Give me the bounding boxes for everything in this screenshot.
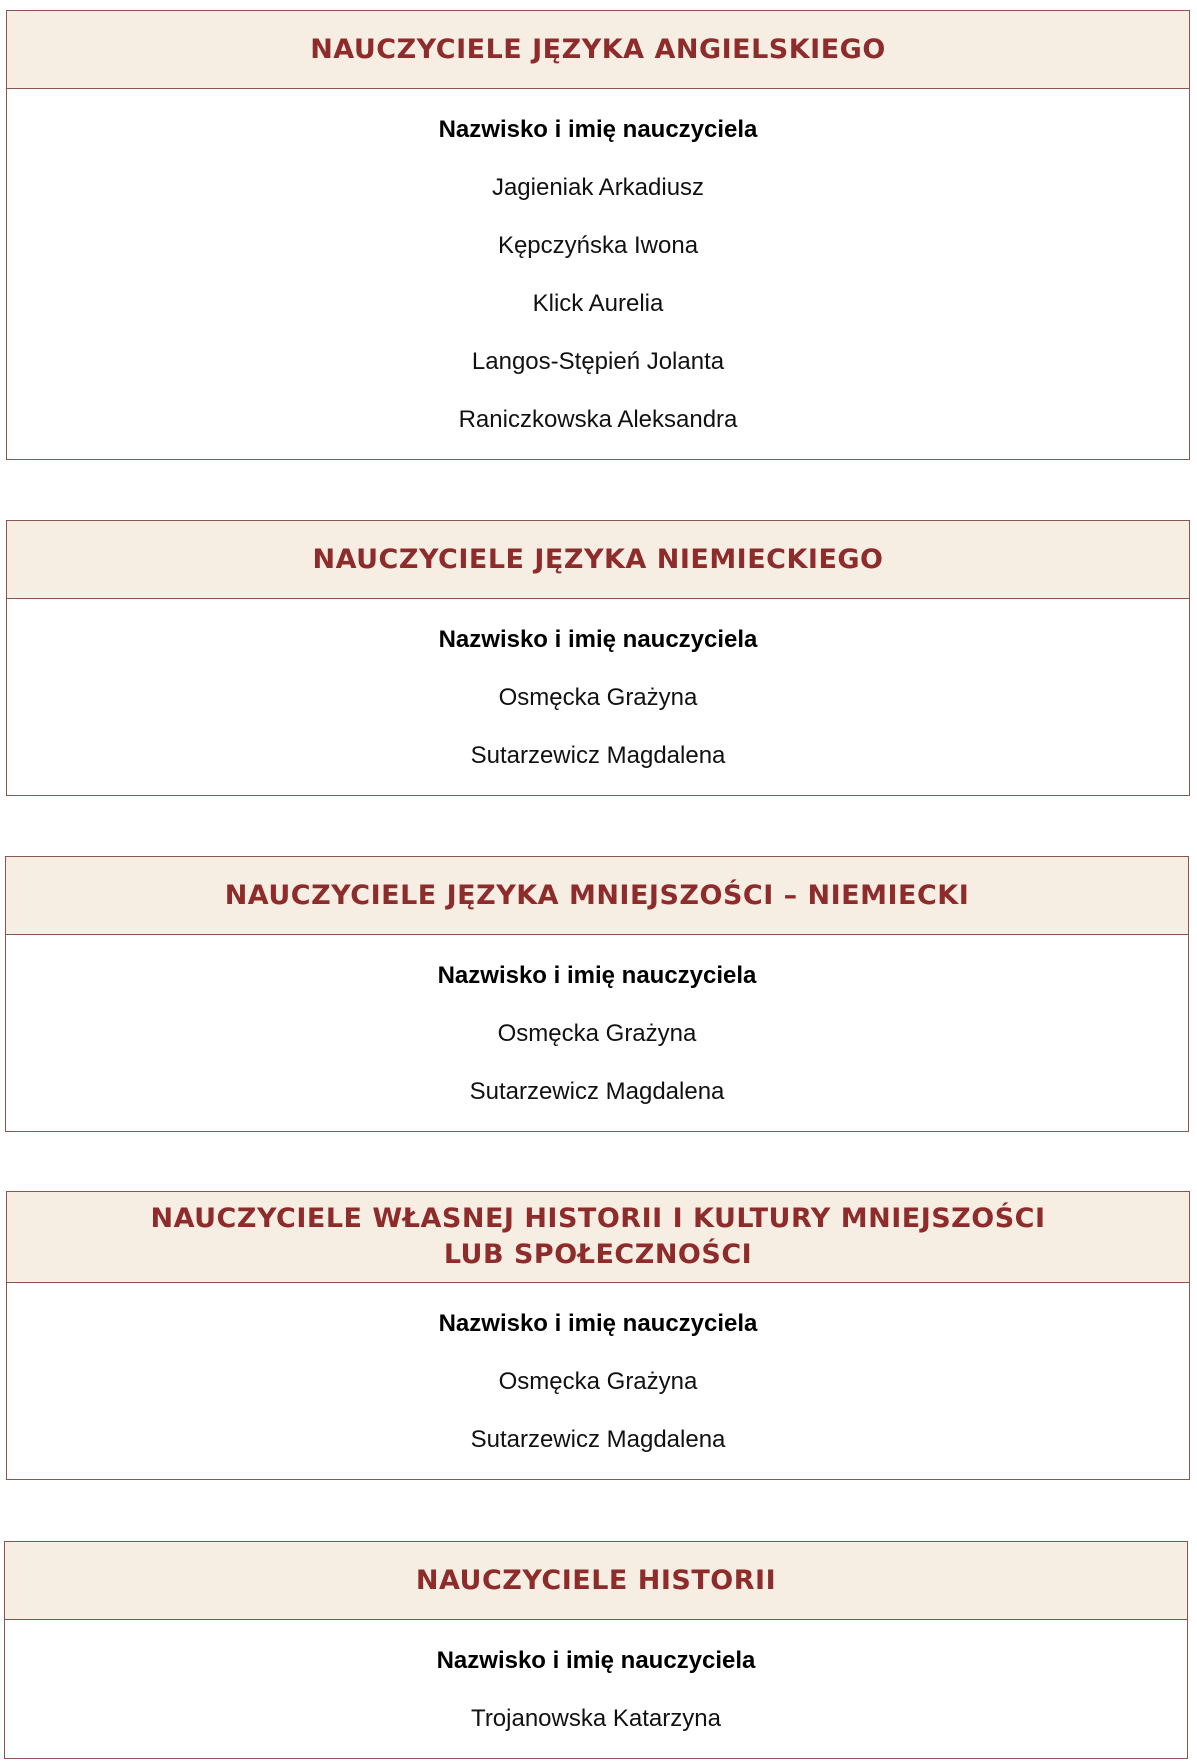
section-title-line-1: NAUCZYCIELE WŁASNEJ HISTORII I KULTURY MNIEJSZOŚCI — [150, 1203, 1046, 1234]
column-header: Nazwisko i imię nauczyciela — [438, 626, 758, 653]
section-history-teachers — [4, 1541, 1188, 1759]
teacher-row: Osmęcka Grażyna — [497, 1020, 697, 1047]
teacher-row: Jagieniak Arkadiusz — [491, 174, 705, 201]
teacher-row: Trojanowska Katarzyna — [471, 1705, 721, 1732]
teacher-table — [7, 89, 1189, 449]
teacher-table — [6, 935, 1188, 1121]
section-header — [7, 521, 1189, 599]
section-header — [5, 1542, 1187, 1620]
teacher-row: Kępczyńska Iwona — [497, 232, 699, 259]
section-german-teachers — [6, 520, 1190, 796]
section-minority-language-teachers — [5, 856, 1189, 1132]
teacher-row: Sutarzewicz Magdalena — [469, 1078, 725, 1105]
teacher-table — [7, 599, 1189, 785]
section-title: NAUCZYCIELE HISTORII — [415, 1564, 777, 1596]
section-english-teachers — [6, 10, 1190, 460]
teacher-row: Sutarzewicz Magdalena — [470, 1426, 726, 1453]
teacher-row: Osmęcka Grażyna — [498, 684, 698, 711]
section-header — [7, 11, 1189, 89]
teacher-row: Sutarzewicz Magdalena — [470, 742, 726, 769]
teacher-row: Langos-Stępień Jolanta — [471, 348, 725, 375]
section-title-line-2: LUB SPOŁECZNOŚCI — [443, 1239, 753, 1270]
section-minority-history-culture-teachers — [6, 1191, 1190, 1480]
teacher-table — [5, 1620, 1187, 1748]
column-header: Nazwisko i imię nauczyciela — [438, 116, 758, 143]
section-title: NAUCZYCIELE JĘZYKA ANGIELSKIEGO — [310, 33, 886, 65]
teacher-row: Klick Aurelia — [532, 290, 664, 317]
teacher-row: Osmęcka Grażyna — [498, 1368, 698, 1395]
column-header: Nazwisko i imię nauczyciela — [438, 1310, 758, 1337]
column-header: Nazwisko i imię nauczyciela — [437, 962, 757, 989]
section-header — [7, 1192, 1189, 1283]
section-title: NAUCZYCIELE JĘZYKA MNIEJSZOŚCI – NIEMIECKI — [224, 879, 970, 911]
column-header: Nazwisko i imię nauczyciela — [436, 1647, 756, 1674]
section-title: NAUCZYCIELE JĘZYKA NIEMIECKIEGO — [312, 543, 884, 575]
teacher-row: Raniczkowska Aleksandra — [458, 406, 738, 433]
teacher-table — [7, 1283, 1189, 1469]
section-header — [6, 857, 1188, 935]
